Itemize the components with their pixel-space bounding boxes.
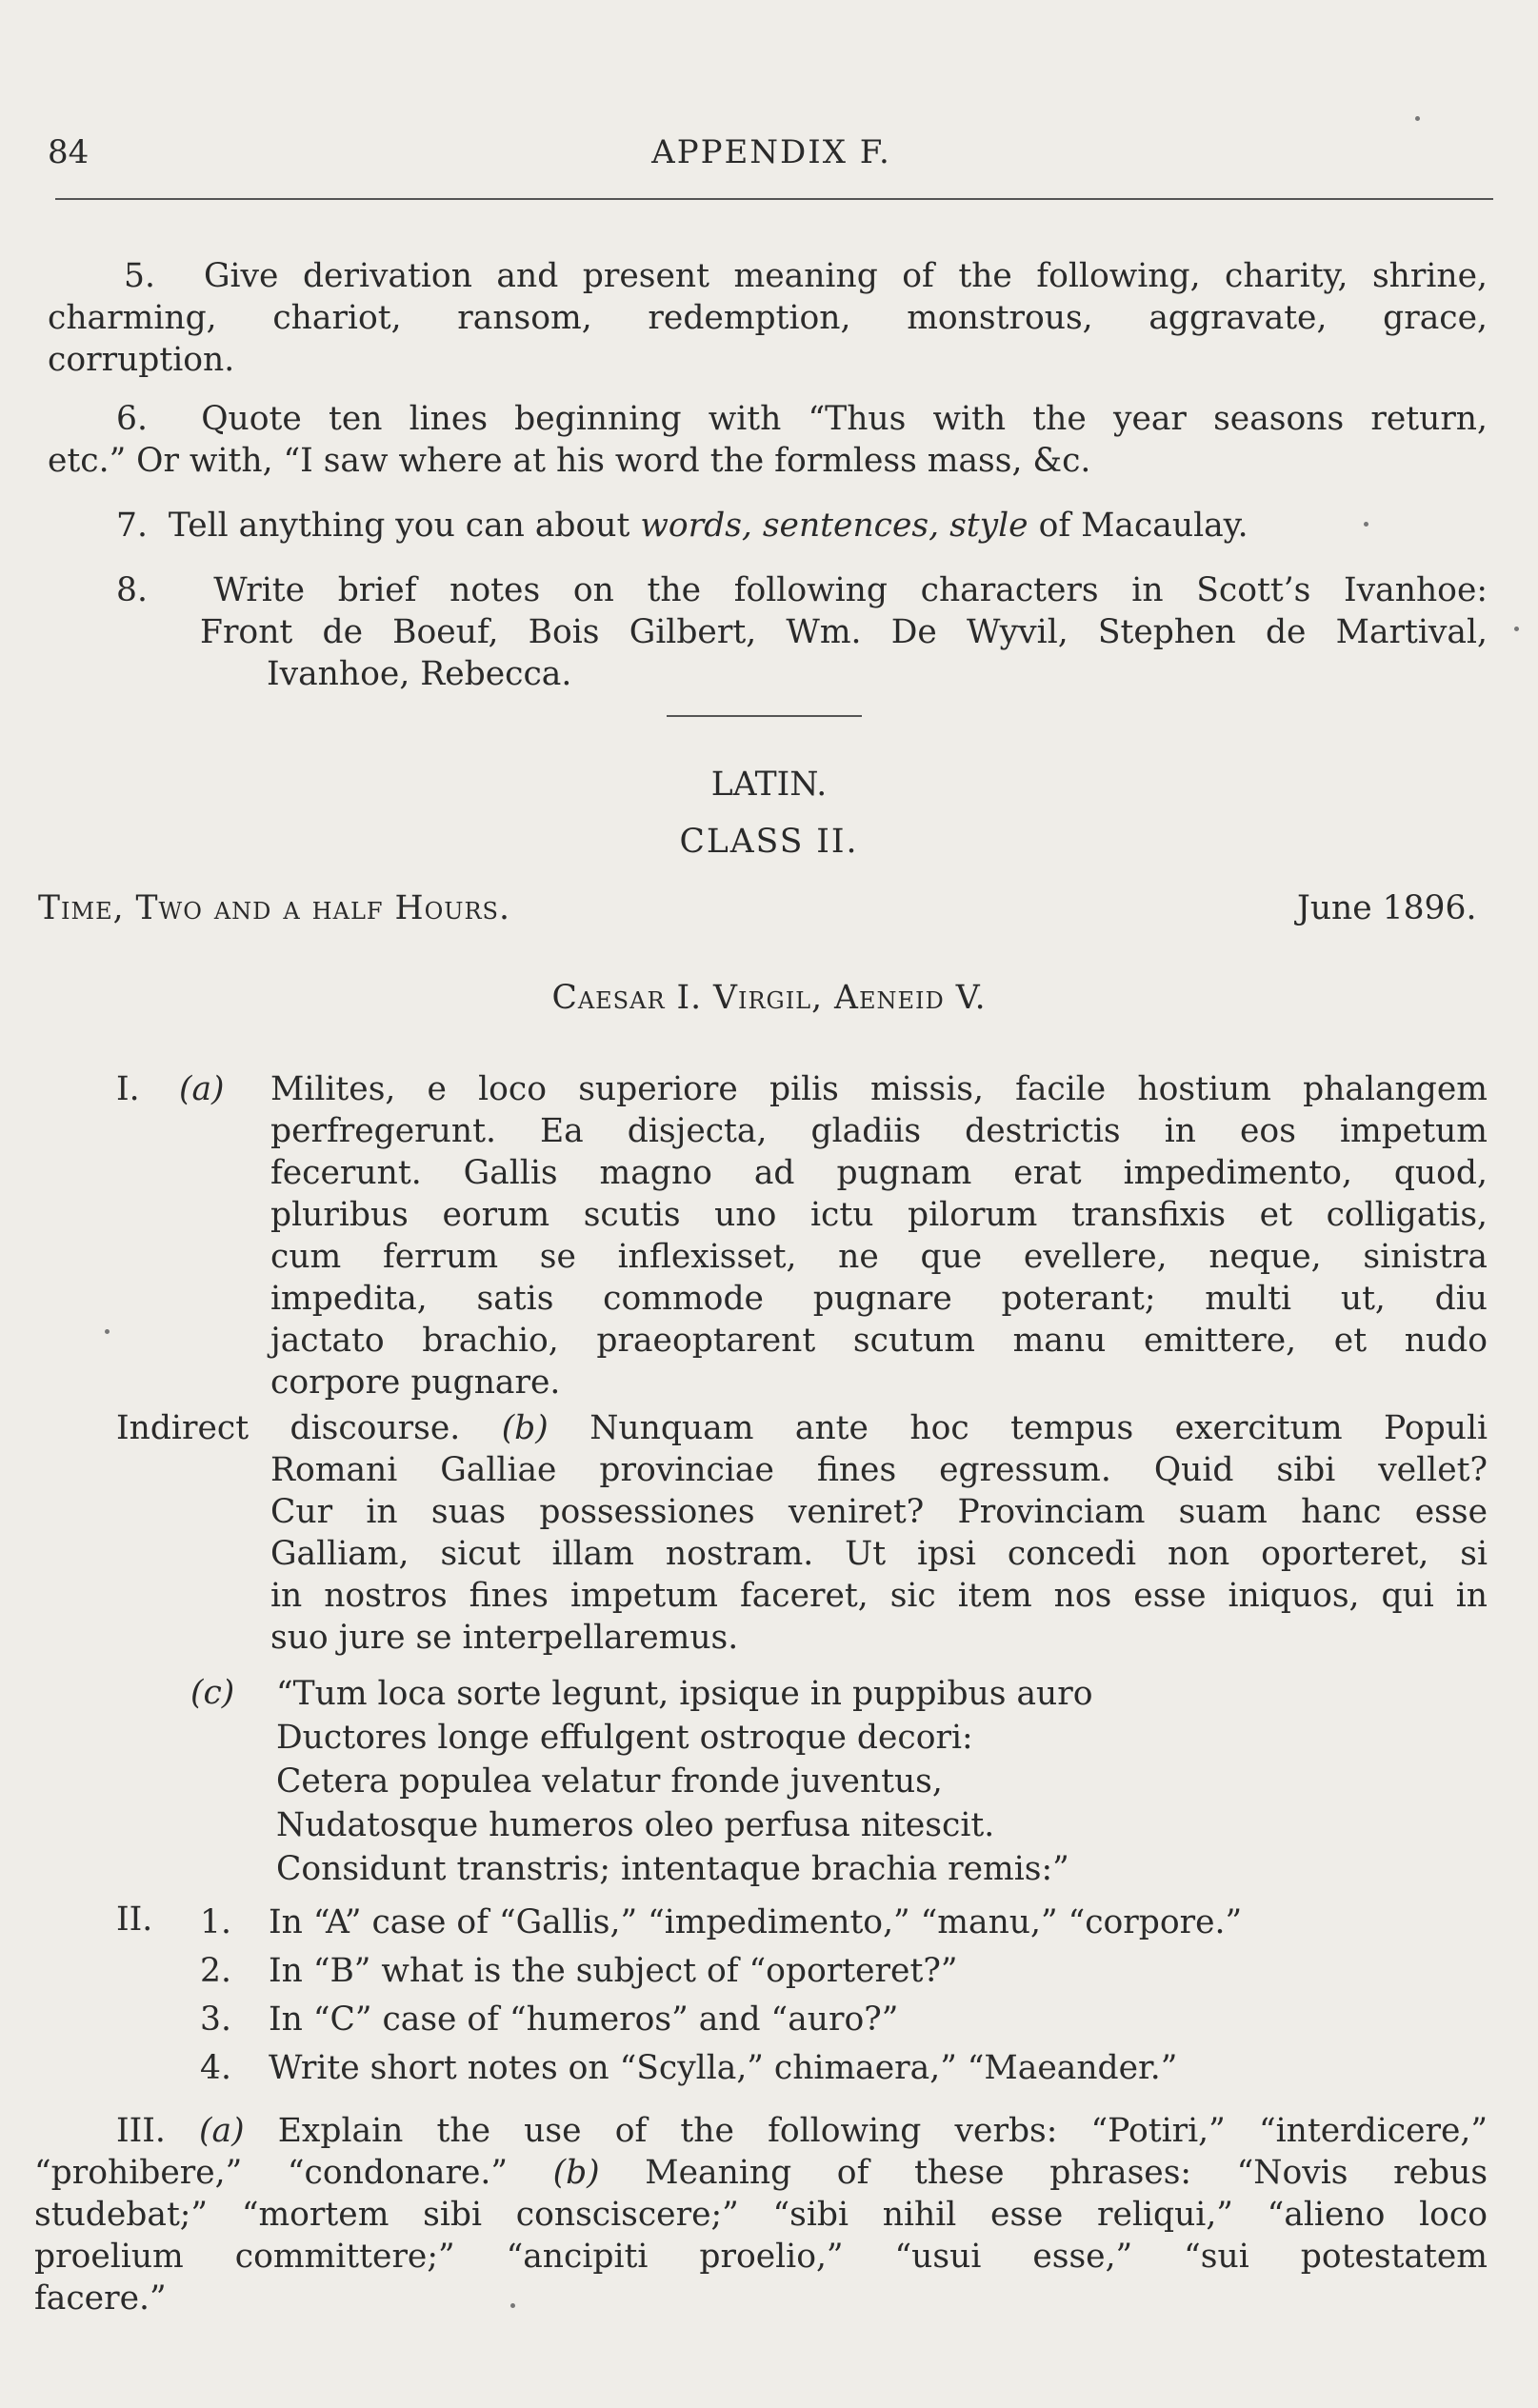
header-rule <box>55 198 1493 200</box>
part-3-line-5: facere.” <box>34 2279 167 2318</box>
question-7: 7. Tell anything you can about words, sentences, style of Macaulay. <box>116 507 1248 545</box>
print-speck <box>1514 627 1519 631</box>
part-2-number: II. <box>116 1901 153 1939</box>
exam-date: June 1896. <box>1297 889 1477 927</box>
part-1-c-verse: “Tum loca sorte legunt, ipsique in puppibus auro Ductores longe effulgent ostroque decori: Cetera populea velatur fronde juventus, Nudatosque humeros oleo perfusa nitescit. Considunt transtris; intentaque brachia remis:” <box>276 1675 1093 1888</box>
print-speck <box>510 2303 515 2308</box>
page-number: 84 <box>48 133 90 171</box>
part-1-b-passage: Romani Galliae provinciae fines egressum. Quid sibi vellet? Cur in suas possessiones veniret? Provinciam suam hanc esse Galliam, sicut illam nostram. Ut ipsi concedi non oporteret, si in nostros fines impetum faceret, sic item nos esse iniquos, qui in suo jure se interpellaremus. <box>270 1451 1488 1657</box>
part-3-line-4: proelium committere;” “ancipiti proelio,” “usui esse,” “sui potestatem <box>34 2238 1488 2276</box>
question-8-line-2: Front de Boeuf, Bois Gilbert, Wm. De Wyvil, Stephen de Martival, <box>200 613 1488 651</box>
print-speck <box>1364 522 1368 527</box>
part-2-item: 2. In “B” what is the subject of “oporteret?” <box>200 1952 958 1990</box>
authors-heading: Caesar I. Virgil, Aeneid V. <box>551 979 987 1017</box>
question-5-line-2: charming, chariot, ransom, redemption, monstrous, aggravate, grace, <box>48 299 1488 337</box>
part-1-b-first-line: Indirect discourse. (b) Nunquam ante hoc tempus exercitum Populi <box>116 1409 1488 1447</box>
subject-heading: LATIN. <box>710 766 828 804</box>
part-1-a-label: (a) <box>179 1070 225 1108</box>
question-6-line-1: 6. Quote ten lines beginning with “Thus with the year seasons return, <box>116 400 1488 438</box>
class-heading: CLASS II. <box>679 823 859 861</box>
section-divider <box>667 715 862 717</box>
part-1-a-passage: Milites, e loco superiore pilis missis, facile hostium phalangem perfregerunt. Ea disjecta, gladiis destrictis in eos impetum fecerunt. Gallis magno ad pugnam erat impedimento, quod, pluribus eorum scutis uno ictu pilorum transfixis et colligatis, cum ferrum se inflexisset, ne que evellere, neque, sinistra impedita, satis commode pugnare poterant; multi ut, diu jactato brachio, praeoptarent scutum manu emittere, et nudo corpore pugnare. <box>270 1070 1488 1402</box>
page-header <box>48 133 1495 181</box>
part-1-c-label: (c) <box>190 1674 235 1712</box>
part-2-item: 4. Write short notes on “Scylla,” chimaera,” “Maeander.” <box>200 2049 1178 2087</box>
question-8-line-1: 8. Write brief notes on the following characters in Scott’s Ivanhoe: <box>116 571 1488 609</box>
print-speck <box>105 1329 110 1334</box>
part-3-line-1: III. (a) Explain the use of the following verbs: “Potiri,” “interdicere,” <box>116 2112 1488 2150</box>
part-2-item: 3. In “C” case of “humeros” and “auro?” <box>200 2000 899 2039</box>
part-3-line-3: studebat;” “mortem sibi consciscere;” “sibi nihil esse reliqui,” “alieno loco <box>34 2196 1488 2234</box>
part-3-line-2: “prohibere,” “condonare.” (b) Meaning of these phrases: “Novis rebus <box>34 2154 1488 2192</box>
question-5-line-3: corruption. <box>48 341 235 379</box>
question-8-line-3: Ivanhoe, Rebecca. <box>267 655 572 693</box>
page-title: APPENDIX F. <box>651 133 891 171</box>
time-allowed: Time, Two and a half Hours. <box>38 889 510 927</box>
print-speck <box>1415 116 1420 121</box>
part-1-number: I. <box>116 1070 140 1108</box>
part-2-item: 1. In “A” case of “Gallis,” “impedimento,” “manu,” “corpore.” <box>200 1903 1243 1941</box>
part-2-items <box>200 1899 1488 2093</box>
question-5-line-1: 5. Give derivation and present meaning of the following, charity, shrine, <box>124 257 1488 295</box>
question-6-line-2: etc.” Or with, “I saw where at his word the formless mass, &c. <box>48 442 1091 480</box>
